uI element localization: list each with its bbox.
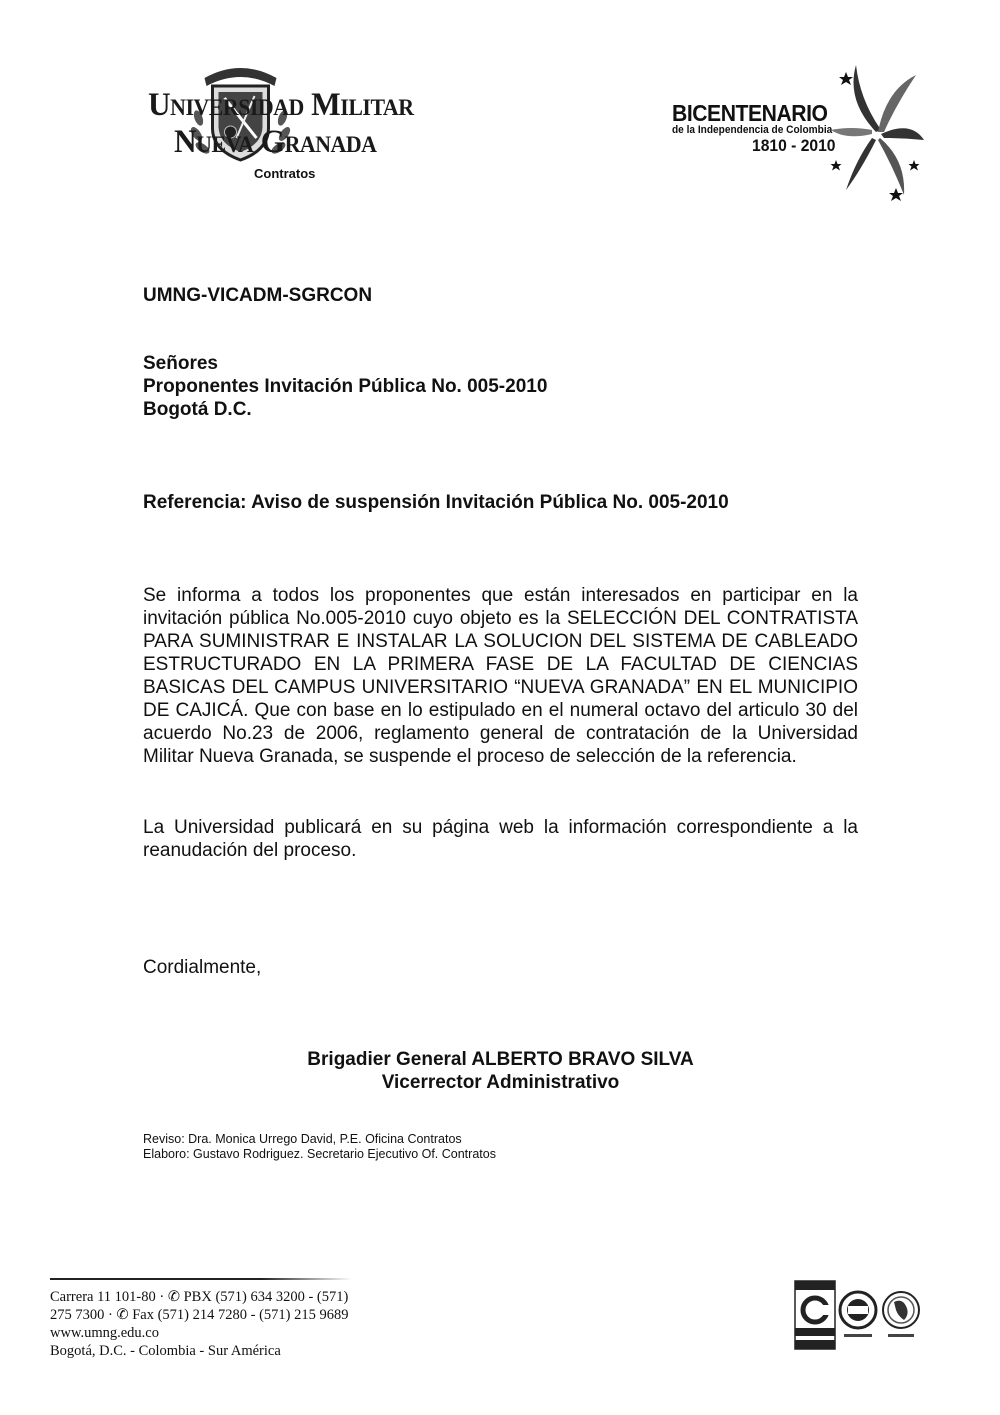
institution-name-line1: Universidad Militar [148, 87, 414, 123]
reference-code: UMNG-VICADM-SGRCON [143, 285, 373, 306]
signature-block [143, 1048, 858, 1094]
bicentenario-title: BICENTENARIO [672, 100, 828, 126]
footer-website: www.umng.edu.co [50, 1325, 159, 1341]
prepared-by: Elaboro: Gustavo Rodriguez. Secretario Ejecutivo Of. Contratos [143, 1147, 496, 1161]
iqnet-certification-seal [838, 1290, 878, 1342]
bicentenario-subtitle: de la Independencia de Colombia [672, 124, 833, 136]
gp-certification-seal [880, 1290, 922, 1342]
recipient-city: Bogotá D.C. [143, 399, 252, 420]
footer-address [50, 1288, 349, 1360]
recipient-salutation: Señores [143, 353, 218, 374]
reference-line: Referencia: Aviso de suspensión Invitación Pública No. 005-2010 [143, 492, 729, 513]
institution-name-line2: Nueva Granada [174, 124, 377, 160]
icontec-certification-seal [794, 1280, 836, 1350]
recipient-name: Proponentes Invitación Pública No. 005-2010 [143, 376, 548, 397]
review-notes [143, 1132, 496, 1162]
signatory-title: Vicerrector Administrativo [381, 1072, 620, 1093]
body-paragraph-1: Se informa a todos los proponentes que están interesados en participar en la invitación pública No.005-2010 cuyo objeto es la SELECCIÓN DEL CONTRATISTA PARA SUMINISTRAR E INSTALAR LA SOLUCION DEL SISTEMA DE CABLEADO ESTRUCTURADO EN LA PRIMERA FASE DE LA FACULTAD DE CIENCIAS BASICAS DEL CAMPUS UNIVERSITARIO “NUEVA GRANADA” EN EL MUNICIPIO DE CAJICÁ. Que con base en lo estipulado en el numeral octavo del articulo 30 del acuerdo No.23 de 2006, reglamento general de contratación de la Universidad Militar Nueva Granada, se suspende el proceso de selección de la referencia. [143, 585, 858, 767]
department-label: Contratos [254, 166, 316, 181]
bicentenario-years: 1810 - 2010 [752, 136, 836, 155]
footer-city-country: Bogotá, D.C. - Colombia - Sur América [50, 1343, 281, 1359]
closing-line: Cordialmente, [143, 957, 262, 978]
footer-address-line2: 275 7300 · ✆ Fax (571) 214 7280 - (571) 215 9689 [50, 1307, 349, 1323]
bicentenario-emblem [826, 60, 926, 205]
footer-divider [50, 1278, 352, 1280]
signatory-name: Brigadier General ALBERTO BRAVO SILVA [307, 1049, 694, 1070]
footer-address-line1: Carrera 11 101-80 · ✆ PBX (571) 634 3200 - (571) [50, 1289, 349, 1305]
body-paragraph-2: La Universidad publicará en su página web la información correspondiente a la reanudación del proceso. [143, 817, 858, 861]
reviewed-by: Reviso: Dra. Monica Urrego David, P.E. Oficina Contratos [143, 1132, 462, 1146]
recipient-block [143, 352, 547, 421]
